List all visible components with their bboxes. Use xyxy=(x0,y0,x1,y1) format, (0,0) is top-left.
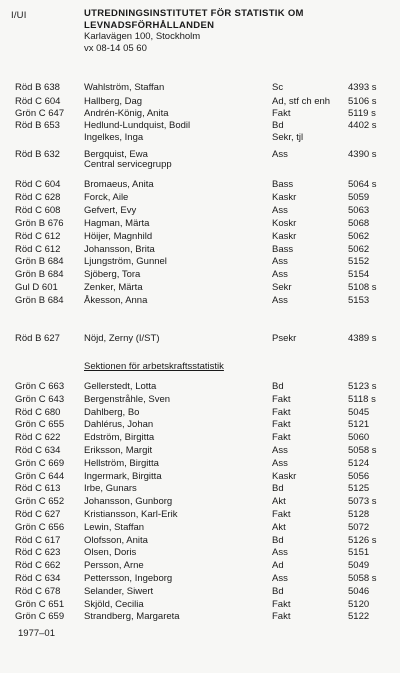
phone-extension: 5060 xyxy=(348,432,370,443)
org-address: Karlavägen 100, Stockholm xyxy=(84,31,201,42)
phone-extension: 5059 xyxy=(348,192,370,203)
phone-extension: 5121 xyxy=(348,419,370,430)
person-name: Persson, Arne xyxy=(84,560,144,571)
phone-extension: 5118 s xyxy=(348,394,376,405)
room-code: Röd C 617 xyxy=(15,535,61,546)
person-name: Åkesson, Anna xyxy=(84,295,148,306)
room-code: Röd C 680 xyxy=(15,407,61,418)
person-name: Skjöld, Cecilia xyxy=(84,599,144,610)
room-code: Röd C 612 xyxy=(15,244,61,255)
room-code: Röd B 653 xyxy=(15,120,60,131)
room-code: Röd C 608 xyxy=(15,205,61,216)
room-code: Grön C 663 xyxy=(15,381,65,392)
job-title: Bass xyxy=(272,179,294,190)
room-code: Grön B 684 xyxy=(15,269,64,280)
table-row xyxy=(0,471,400,483)
room-code: Röd B 627 xyxy=(15,333,60,344)
job-title: Psekr xyxy=(272,333,297,344)
job-title: Fakt xyxy=(272,108,291,119)
table-row xyxy=(0,333,400,345)
phone-extension: 5073 s xyxy=(348,496,377,507)
job-title: Ass xyxy=(272,149,288,160)
phone-extension: 5128 xyxy=(348,509,370,520)
phone-extension: 4389 s xyxy=(348,333,377,344)
room-code: Grön C 655 xyxy=(15,419,65,430)
table-row xyxy=(0,522,400,534)
table-row xyxy=(0,496,400,508)
person-name: Pettersson, Ingeborg xyxy=(84,573,173,584)
table-row xyxy=(0,244,400,256)
job-title: Bd xyxy=(272,535,284,546)
table-row xyxy=(0,573,400,585)
room-code: Grön C 659 xyxy=(15,611,65,622)
person-name: Dahlérus, Johan xyxy=(84,419,154,430)
room-code: Grön B 676 xyxy=(15,218,64,229)
table-row xyxy=(0,535,400,547)
phone-extension: 5062 xyxy=(348,244,370,255)
person-name: Bergenstråhle, Sven xyxy=(84,394,171,405)
phone-extension: 5068 xyxy=(348,218,370,229)
room-code: Gul D 601 xyxy=(15,282,58,293)
table-row xyxy=(0,295,400,307)
person-name: Edström, Birgitta xyxy=(84,432,155,443)
phone-extension: 5063 xyxy=(348,205,370,216)
room-code: Grön C 647 xyxy=(15,108,65,119)
job-title: Kaskr xyxy=(272,231,297,242)
table-row xyxy=(0,547,400,559)
person-name: Gefvert, Evy xyxy=(84,205,137,216)
phone-extension: 5119 s xyxy=(348,108,376,119)
job-title: Ass xyxy=(272,445,288,456)
phone-extension: 5124 xyxy=(348,458,370,469)
person-name: Selander, Siwert xyxy=(84,586,154,597)
job-title: Ass xyxy=(272,256,288,267)
room-code: Grön C 669 xyxy=(15,458,65,469)
person-name: Dahlberg, Bo xyxy=(84,407,140,418)
person-name: Bergquist, Ewa xyxy=(84,149,148,160)
room-code: Grön C 651 xyxy=(15,599,65,610)
phone-extension: 5122 xyxy=(348,611,370,622)
table-row xyxy=(0,458,400,470)
table-row xyxy=(0,179,400,191)
table-row xyxy=(0,394,400,406)
phone-extension: 5064 s xyxy=(348,179,377,190)
person-name: Zenker, Märta xyxy=(84,282,143,293)
labour-section-title: Sektionen för arbetskraftsstatistik xyxy=(84,361,224,372)
person-name: Ingermark, Birgitta xyxy=(84,471,162,482)
room-code: Grön B 684 xyxy=(15,256,64,267)
phone-extension: 5056 xyxy=(348,471,370,482)
phone-extension: 5120 xyxy=(348,599,370,610)
job-title: Fakt xyxy=(272,599,291,610)
table-row xyxy=(0,205,400,217)
table-row xyxy=(0,509,400,521)
table-row xyxy=(0,149,400,161)
room-code: Röd C 604 xyxy=(15,179,61,190)
room-code: Röd C 662 xyxy=(15,560,61,571)
room-code: Grön C 643 xyxy=(15,394,65,405)
room-code: Röd C 634 xyxy=(15,445,61,456)
job-title: Ad xyxy=(272,560,284,571)
person-name: Forck, Aile xyxy=(84,192,129,203)
table-row xyxy=(0,419,400,431)
room-code: Grön C 652 xyxy=(15,496,65,507)
person-name: Wahlström, Staffan xyxy=(84,82,165,93)
person-name: Ljungström, Gunnel xyxy=(84,256,167,267)
phone-extension: 5153 xyxy=(348,295,370,306)
person-name: Andrén-König, Anita xyxy=(84,108,169,119)
org-name-line1: UTREDNINGSINSTITUTET FÖR STATISTIK OM xyxy=(84,8,304,19)
job-title: Ass xyxy=(272,458,288,469)
job-title: Koskr xyxy=(272,218,297,229)
job-title: Fakt xyxy=(272,432,291,443)
table-row xyxy=(0,231,400,243)
job-title: Sekr, tjl xyxy=(272,132,304,143)
person-name: Irbe, Gunars xyxy=(84,483,137,494)
table-row xyxy=(0,218,400,230)
table-row xyxy=(0,269,400,281)
room-code: Röd C 627 xyxy=(15,509,61,520)
person-name: Strandberg, Margareta xyxy=(84,611,180,622)
job-title: Kaskr xyxy=(272,471,297,482)
room-code: Röd C 604 xyxy=(15,96,61,107)
table-row xyxy=(0,381,400,393)
table-row xyxy=(0,82,400,94)
table-row xyxy=(0,560,400,572)
job-title: Akt xyxy=(272,496,286,507)
room-code: Röd C 623 xyxy=(15,547,61,558)
person-name: Lewin, Staffan xyxy=(84,522,145,533)
room-code: Röd C 634 xyxy=(15,573,61,584)
table-row xyxy=(0,192,400,204)
phone-extension: 5072 xyxy=(348,522,370,533)
person-name: Bromaeus, Anita xyxy=(84,179,154,190)
phone-extension: 5106 s xyxy=(348,96,377,107)
person-name: Olofsson, Anita xyxy=(84,535,148,546)
room-code: Röd C 613 xyxy=(15,483,61,494)
person-name: Ingelkes, Inga xyxy=(84,132,144,143)
room-code: Röd C 628 xyxy=(15,192,61,203)
room-code: Röd B 638 xyxy=(15,82,60,93)
job-title: Bd xyxy=(272,586,284,597)
phone-extension: 4393 s xyxy=(348,82,377,93)
job-title: Ass xyxy=(272,573,288,584)
table-row xyxy=(0,445,400,457)
phone-extension: 5049 xyxy=(348,560,370,571)
table-row xyxy=(0,282,400,294)
table-row xyxy=(0,108,400,120)
phone-extension: 4402 s xyxy=(348,120,377,131)
org-phone: vx 08-14 05 60 xyxy=(84,42,147,54)
phone-extension: 5045 xyxy=(348,407,370,418)
person-name: Höijer, Magnhild xyxy=(84,231,153,242)
phone-extension: 5123 s xyxy=(348,381,377,392)
table-row xyxy=(0,611,400,623)
job-title: Bass xyxy=(272,244,294,255)
table-row xyxy=(0,120,400,132)
job-title: Fakt xyxy=(272,611,291,622)
job-title: Bd xyxy=(272,381,284,392)
table-row xyxy=(0,432,400,444)
room-code: Röd C 678 xyxy=(15,586,61,597)
date-footer: 1977–01 xyxy=(18,628,55,639)
person-name: Johansson, Gunborg xyxy=(84,496,173,507)
table-row xyxy=(0,586,400,598)
table-row xyxy=(0,407,400,419)
job-title: Fakt xyxy=(272,394,291,405)
room-code: Grön B 684 xyxy=(15,295,64,306)
phone-extension: 5046 xyxy=(348,586,370,597)
job-title: Ass xyxy=(272,547,288,558)
job-title: Ass xyxy=(272,269,288,280)
phone-extension: 5154 xyxy=(348,269,370,280)
person-name: Nöjd, Zerny (I/ST) xyxy=(84,333,160,344)
job-title: Bd xyxy=(272,120,284,131)
job-title: Ass xyxy=(272,205,288,216)
room-code: Röd C 612 xyxy=(15,231,61,242)
org-header xyxy=(84,8,304,54)
phone-extension: 5152 xyxy=(348,256,370,267)
table-row xyxy=(0,599,400,611)
room-code: Grön C 656 xyxy=(15,522,65,533)
job-title: Bd xyxy=(272,483,284,494)
person-name: Johansson, Brita xyxy=(84,244,155,255)
person-name: Eriksson, Margit xyxy=(84,445,153,456)
person-name: Hallberg, Dag xyxy=(84,96,143,107)
phone-extension: 5108 s xyxy=(348,282,377,293)
room-code: Röd C 622 xyxy=(15,432,61,443)
page-code: I/UI xyxy=(11,10,27,21)
phone-extension: 5151 xyxy=(348,547,370,558)
person-name: Kristiansson, Karl-Erik xyxy=(84,509,178,520)
phone-extension: 5126 s xyxy=(348,535,377,546)
job-title: Fakt xyxy=(272,509,291,520)
room-code: Grön C 644 xyxy=(15,471,65,482)
person-name: Sjöberg, Tora xyxy=(84,269,141,280)
table-row xyxy=(0,256,400,268)
table-row xyxy=(0,96,400,108)
person-name: Hellström, Birgitta xyxy=(84,458,159,469)
table-row xyxy=(0,483,400,495)
room-code: Röd B 632 xyxy=(15,149,60,160)
job-title: Kaskr xyxy=(272,192,297,203)
phone-extension: 5125 xyxy=(348,483,370,494)
job-title: Fakt xyxy=(272,419,291,430)
person-name: Hedlund-Lundquist, Bodil xyxy=(84,120,191,131)
phone-extension: 5062 xyxy=(348,231,370,242)
phone-extension: 5058 s xyxy=(348,573,377,584)
job-title: Fakt xyxy=(272,407,291,418)
person-name: Gellerstedt, Lotta xyxy=(84,381,157,392)
central-group-title: Central servicegrupp xyxy=(84,159,172,170)
person-name: Olsen, Doris xyxy=(84,547,137,558)
job-title: Sekr xyxy=(272,282,292,293)
table-row xyxy=(0,132,400,144)
job-title: Ass xyxy=(272,295,288,306)
job-title: Sc xyxy=(272,82,284,93)
org-name-line2: LEVNADSFÖRHÅLLANDEN xyxy=(84,19,215,31)
job-title: Ad, stf ch enh xyxy=(272,96,331,107)
phone-extension: 4390 s xyxy=(348,149,377,160)
phone-extension: 5058 s xyxy=(348,445,377,456)
job-title: Akt xyxy=(272,522,286,533)
person-name: Hagman, Märta xyxy=(84,218,150,229)
